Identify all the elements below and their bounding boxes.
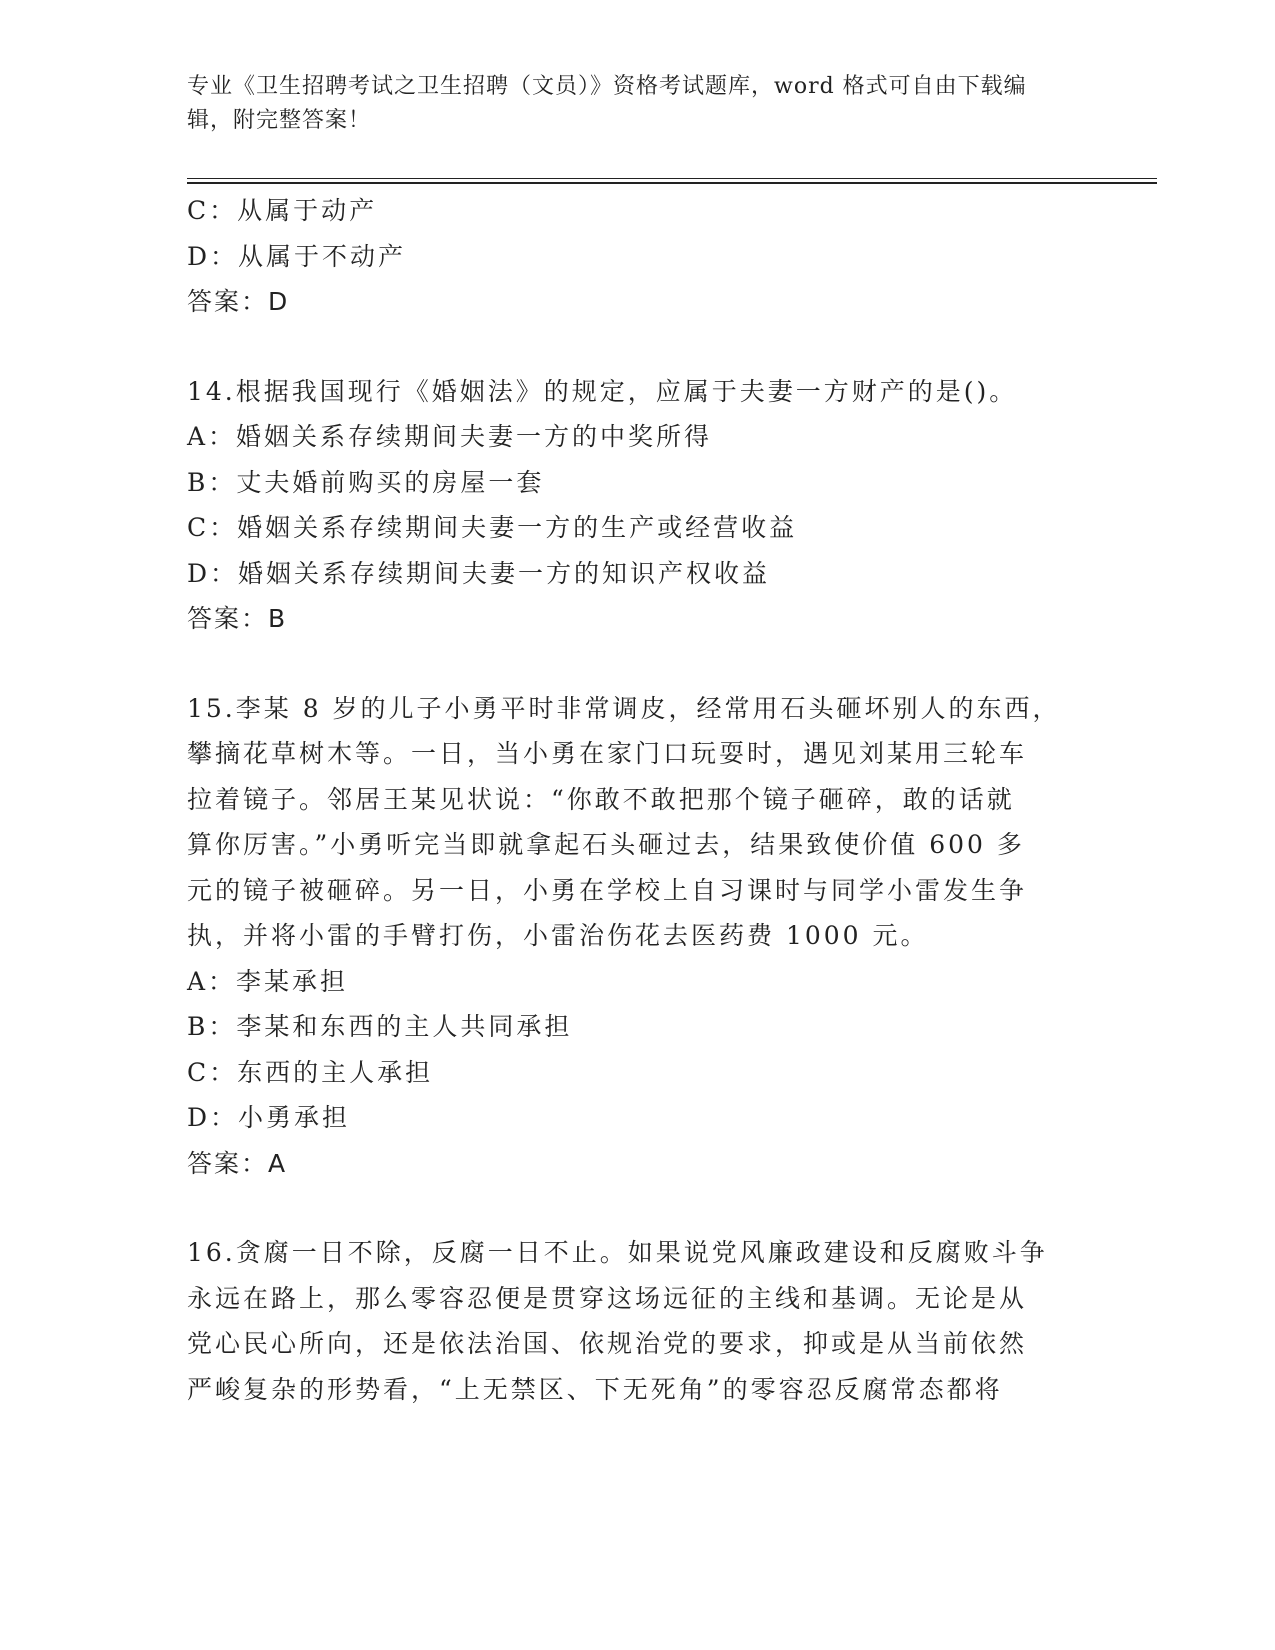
spacer [187, 325, 1087, 369]
question-content [187, 188, 1087, 1412]
q16-stem-line: 永远在路上，那么零容忍便是贯穿这场远征的主线和基调。无论是从 [187, 1283, 1028, 1313]
q14-stem: 14.根据我国现行《婚姻法》的规定，应属于夫妻一方财产的是()。 [187, 376, 1018, 406]
q15-stem-line: 执，并将小雷的手臂打伤，小雷治伤花去医药费 1000 元。 [187, 921, 929, 950]
q15-option-c: C：东西的主人承担 [187, 1057, 434, 1087]
q14-option-d: D：婚姻关系存续期间夫妻一方的知识产权收益 [187, 558, 771, 588]
header-divider-thick [187, 182, 1157, 184]
spacer [187, 1186, 1087, 1230]
q15-stem-line: 攀摘花草树木等。一日，当小勇在家门口玩耍时，遇见刘某用三轮车 [187, 739, 1028, 768]
q15-option-b: B：李某和东西的主人共同承担 [187, 1012, 573, 1041]
q15-stem-line: 拉着镜子。邻居王某见状说：“你敢不敢把那个镜子砸碎，敢的话就 [187, 784, 1015, 814]
q15-answer: 答案：A [187, 1148, 288, 1178]
q13-answer: 答案：D [187, 287, 290, 316]
q16-stem [187, 1230, 1087, 1412]
q15-option-d: D：小勇承担 [187, 1103, 351, 1132]
q14-option-c: C：婚姻关系存续期间夫妻一方的生产或经营收益 [187, 513, 798, 542]
page-header: 专业《卫生招聘考试之卫生招聘（文员）》资格考试题库，word 格式可自由下载编辑，附完整答案！ [187, 74, 1027, 133]
q14-option-a: A：婚姻关系存续期间夫妻一方的中奖所得 [187, 422, 713, 451]
q14-answer: 答案：B [187, 604, 288, 633]
q14-option-b: B：丈夫婚前购买的房屋一套 [187, 467, 545, 497]
q13-option-d: D：从属于不动产 [187, 241, 407, 271]
q16-stem-line: 严峻复杂的形势看，“上无禁区、下无死角”的零容忍反腐常态都将 [187, 1374, 1003, 1404]
q15-option-a: A：李某承担 [187, 966, 349, 996]
spacer [187, 642, 1087, 686]
q13-option-c: C：从属于动产 [187, 196, 378, 225]
q16-stem-line: 16.贪腐一日不除，反腐一日不止。如果说党风廉政建设和反腐败斗争 [187, 1238, 1048, 1267]
q15-stem-line: 15.李某 8 岁的儿子小勇平时非常调皮，经常用石头砸坏别人的东西， [187, 693, 1061, 723]
header-divider-thin [187, 178, 1157, 179]
q15-stem-line: 算你厉害。”小勇听完当即就拿起石头砸过去，结果致使价值 600 多 [187, 830, 1025, 859]
q16-stem-line: 党心民心所向，还是依法治国、依规治党的要求，抑或是从当前依然 [187, 1329, 1028, 1358]
q15-stem-line: 元的镜子被砸碎。另一日，小勇在学校上自习课时与同学小雷发生争 [187, 875, 1028, 905]
q15-stem [187, 686, 1087, 959]
